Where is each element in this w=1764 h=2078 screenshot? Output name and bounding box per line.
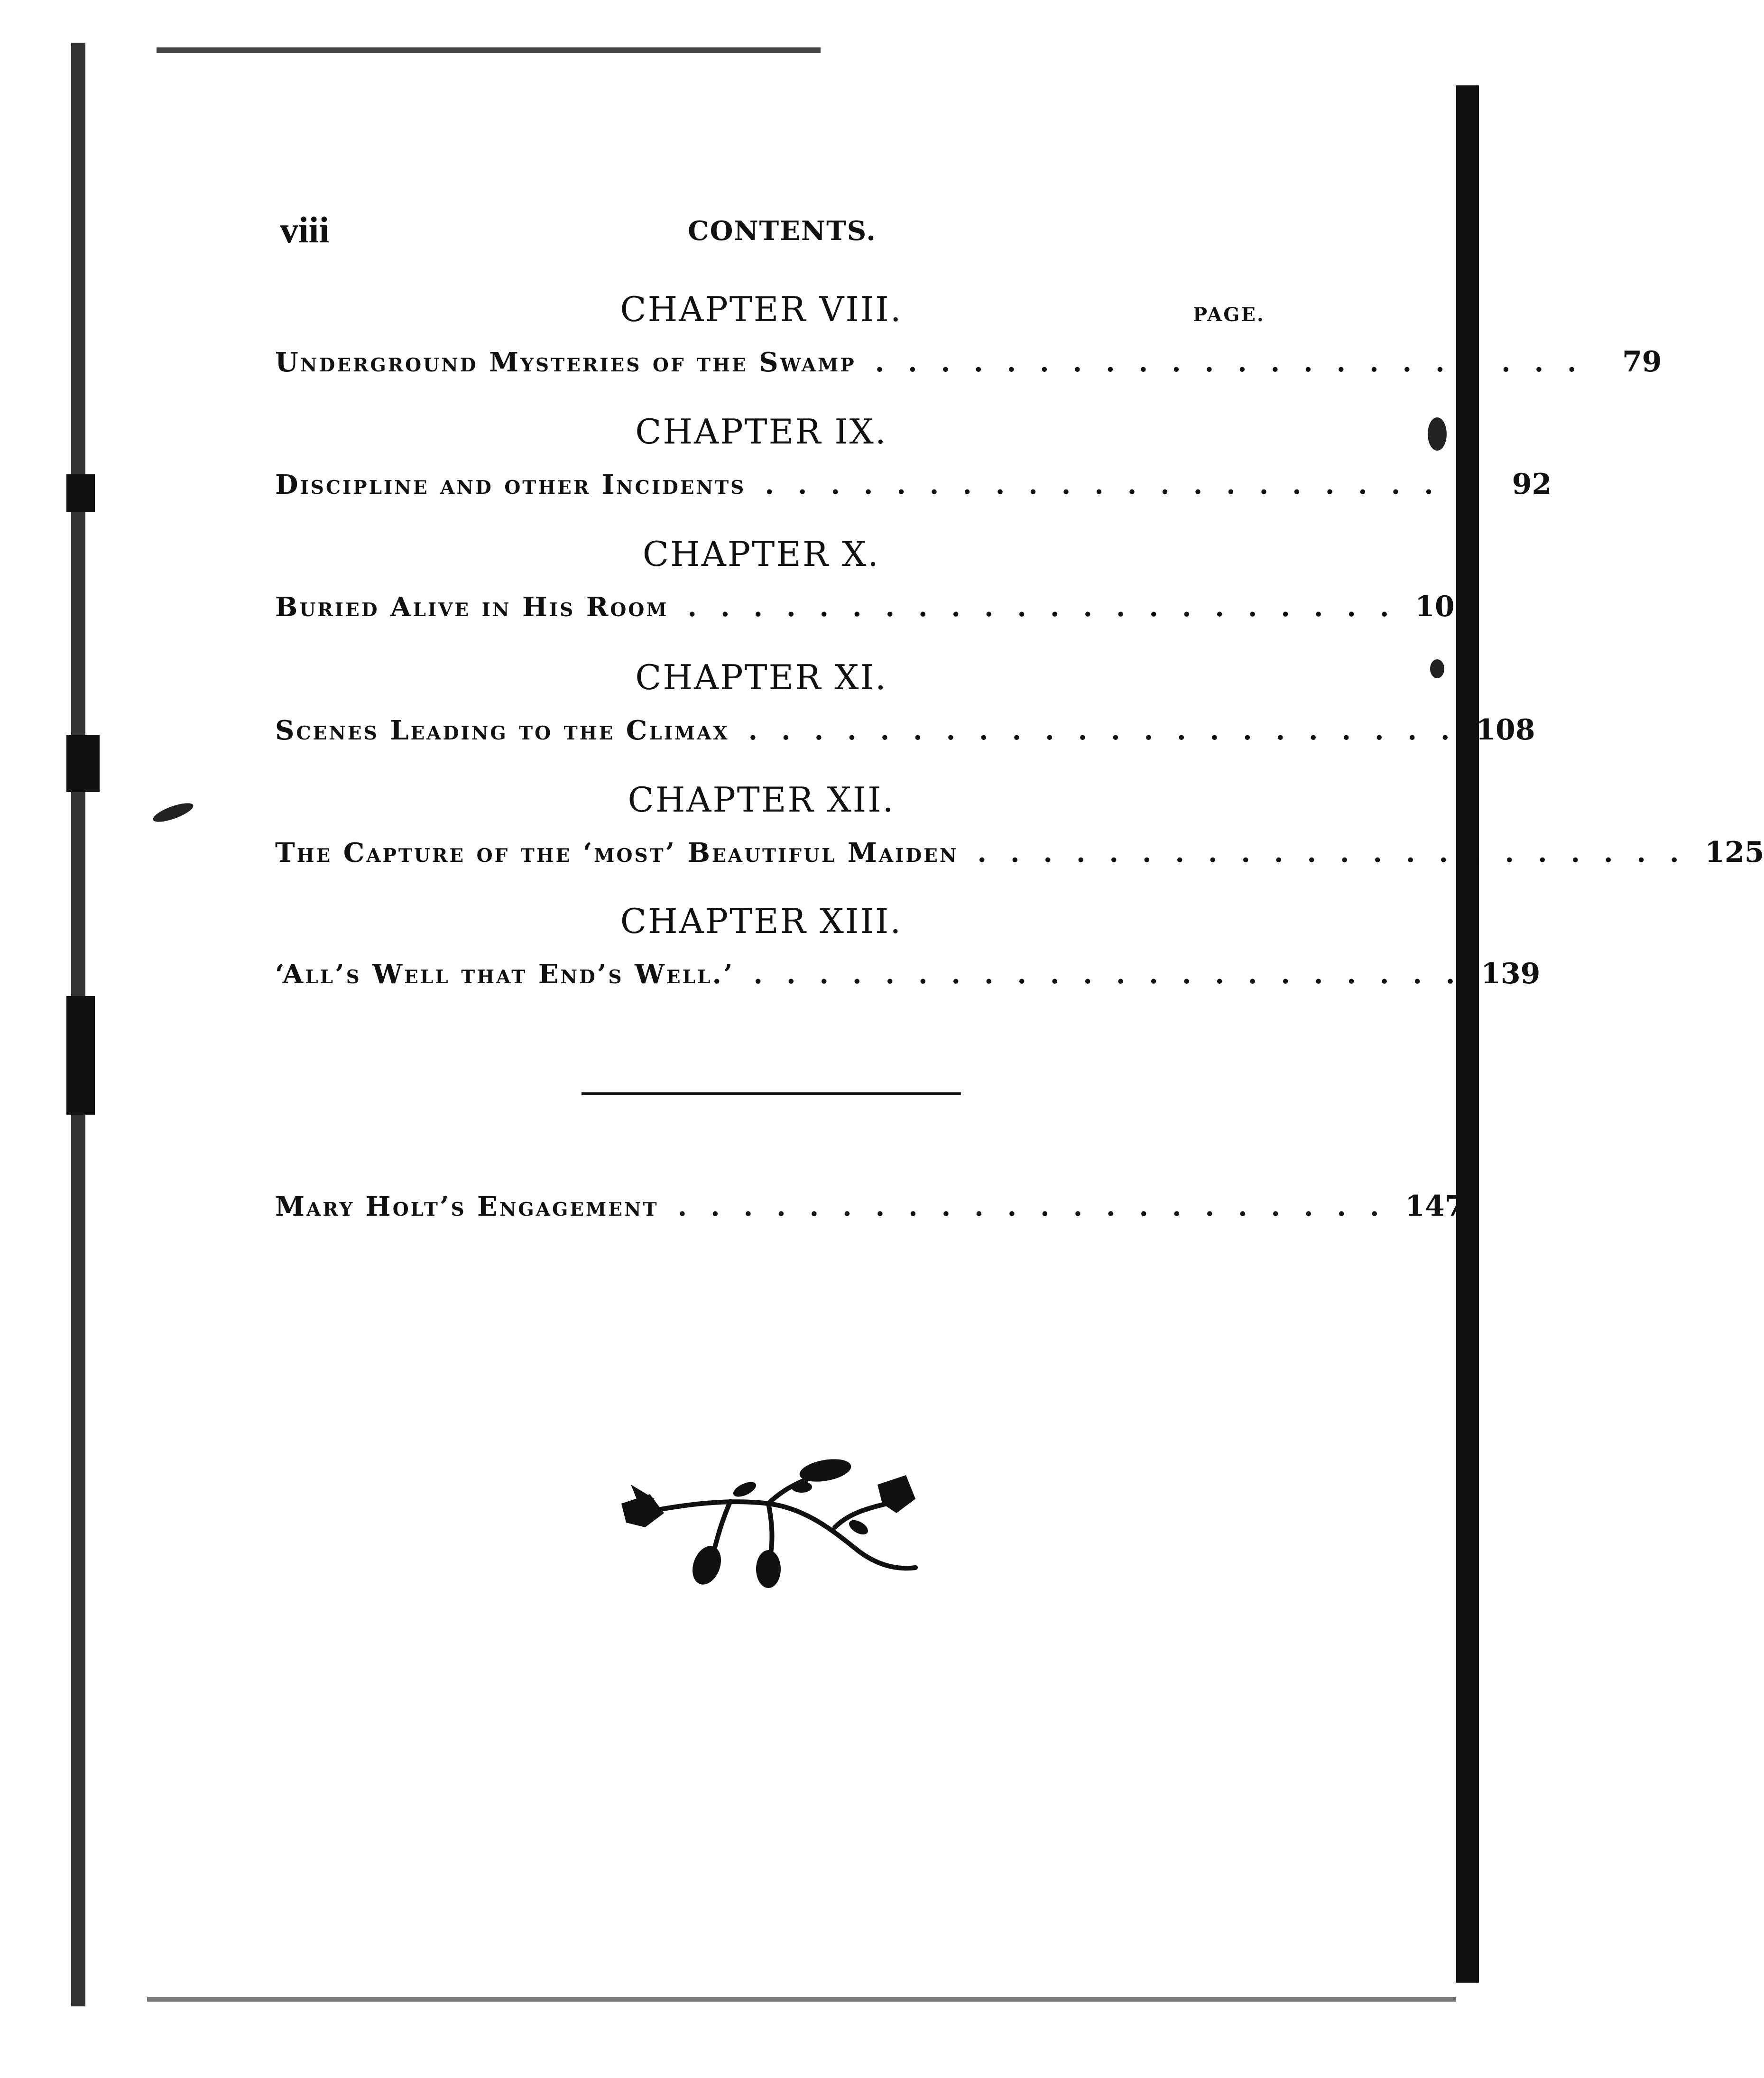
chapter-title: Scenes Leading to the Climax bbox=[275, 715, 730, 746]
dot-leader: ...................... bbox=[977, 837, 1703, 868]
toc-entry-chapter-13 bbox=[275, 901, 1541, 1025]
ink-speck bbox=[151, 799, 195, 825]
chapter-title: The Capture of the ‘most’ Beautiful Maiden bbox=[275, 837, 959, 868]
left-scan-edge-marks bbox=[66, 996, 95, 1115]
left-scan-edge-marks bbox=[66, 474, 95, 512]
top-scan-edge bbox=[157, 47, 821, 53]
chapter-title: Underground Mysteries of the Swamp bbox=[275, 347, 856, 378]
section-divider-rule bbox=[582, 1092, 961, 1095]
chapter-title: Buried Alive in His Room bbox=[275, 591, 669, 623]
page-number: 108 bbox=[1476, 713, 1535, 747]
toc-entry-chapter-10 bbox=[275, 534, 1475, 657]
toc-line bbox=[275, 957, 1541, 995]
page-number: 147 bbox=[1405, 1190, 1465, 1223]
dot-leader: ...................... bbox=[753, 959, 1479, 990]
chapter-heading: CHAPTER IX. bbox=[635, 412, 887, 452]
toc-line bbox=[275, 713, 1535, 751]
chapter-heading: CHAPTER XIII. bbox=[620, 901, 903, 941]
toc-line bbox=[275, 345, 1662, 383]
page-column-label: PAGE. bbox=[1193, 304, 1265, 326]
dot-leader: ...................... bbox=[748, 715, 1474, 746]
chapter-heading: CHAPTER XI. bbox=[635, 657, 887, 697]
appendix-title: Mary Holt’s Engagement bbox=[275, 1191, 659, 1222]
chapter-title: Discipline and other Incidents bbox=[275, 469, 746, 500]
toc-entry-chapter-9 bbox=[275, 412, 1552, 535]
toc-entry-chapter-8 bbox=[275, 289, 1662, 413]
toc-entry-appendix bbox=[275, 1134, 1465, 1257]
chapter-title: ‘All’s Well that End’s Well.’ bbox=[275, 959, 735, 990]
toc-entry-chapter-11 bbox=[275, 657, 1535, 781]
ink-speck bbox=[1428, 417, 1447, 451]
page-folio: viii bbox=[280, 209, 330, 250]
page-number: 102 bbox=[1415, 590, 1475, 623]
chapter-heading: CHAPTER XII. bbox=[628, 780, 895, 820]
dot-leader: ...................... bbox=[687, 591, 1413, 623]
running-head bbox=[280, 209, 1276, 251]
toc-line bbox=[275, 836, 1764, 874]
chapter-heading: CHAPTER X. bbox=[642, 534, 880, 574]
toc-line bbox=[275, 590, 1475, 628]
page-number: 139 bbox=[1481, 957, 1541, 990]
dot-leader: ...................... bbox=[677, 1191, 1403, 1222]
page-number: 79 bbox=[1622, 345, 1662, 379]
page-title: CONTENTS. bbox=[688, 215, 877, 247]
left-scan-edge-marks bbox=[66, 735, 100, 792]
toc-line bbox=[275, 468, 1552, 506]
dot-leader: ...................... bbox=[765, 469, 1490, 500]
page-number: 125 bbox=[1705, 836, 1764, 869]
dot-leader: ...................... bbox=[875, 347, 1600, 378]
toc-entry-chapter-12 bbox=[275, 780, 1764, 903]
bottom-scan-edge bbox=[147, 1997, 1456, 2002]
ink-speck bbox=[1430, 659, 1444, 678]
floral-vine-ornament-icon bbox=[612, 1456, 925, 1584]
page-number: 92 bbox=[1512, 468, 1552, 501]
chapter-heading: CHAPTER VIII. bbox=[620, 289, 903, 329]
toc-line bbox=[275, 1190, 1465, 1228]
